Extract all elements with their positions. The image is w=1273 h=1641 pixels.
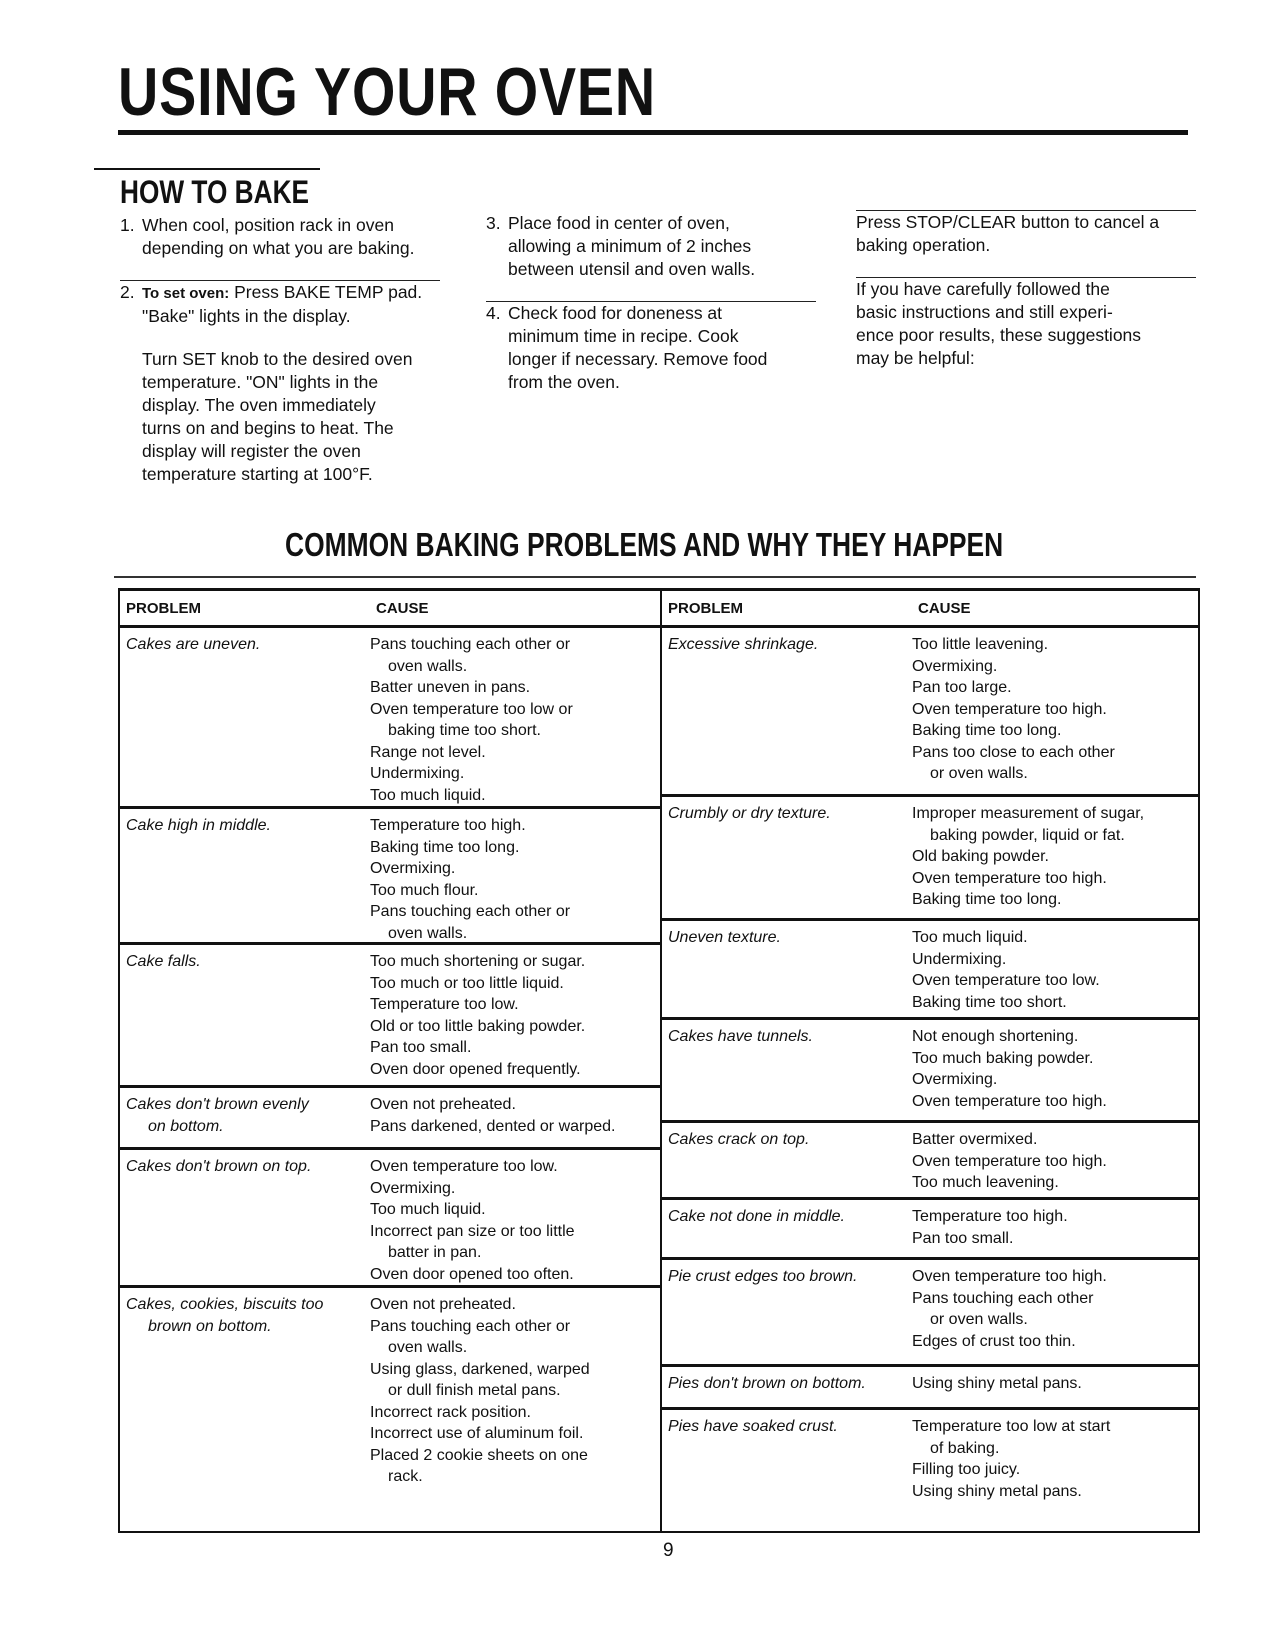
- suggestions-paragraph: [856, 277, 1196, 370]
- problem-text: Pies don't brown on bottom.: [668, 1375, 866, 1392]
- text-line: temperature. "ON" lights in the: [142, 372, 379, 392]
- cause-text: oven walls.: [388, 657, 468, 675]
- text-line: When cool, position rack in oven: [142, 215, 394, 235]
- problem-text: brown on bottom.: [148, 1317, 272, 1335]
- text-line: If you have carefully followed the: [856, 279, 1110, 299]
- cause-cell: [912, 1367, 1198, 1407]
- problem-cell: [120, 1288, 370, 1492]
- problem-cell: [662, 1410, 912, 1506]
- problem-cell: [662, 797, 912, 918]
- table-header: [662, 591, 1198, 628]
- table-row: [662, 1260, 1198, 1367]
- problem-cell: [120, 945, 370, 1085]
- problem-cell: [662, 628, 912, 794]
- problem-text: Cakes, cookies, biscuits too: [126, 1296, 324, 1313]
- problem-text: Pies have soaked crust.: [668, 1418, 838, 1435]
- text-line: longer if necessary. Remove food: [508, 349, 768, 369]
- page-title: USING YOUR OVEN: [118, 54, 656, 130]
- cause-text: or oven walls.: [930, 1311, 1028, 1328]
- step-4: [486, 301, 816, 394]
- cause-text: Improper measurement of sugar,: [912, 805, 1145, 822]
- problem-cell: [662, 1020, 912, 1120]
- cause-text: Pans touching each other or: [370, 1317, 571, 1335]
- cause-cell: [370, 628, 660, 806]
- text-line: minimum time in recipe. Cook: [508, 326, 739, 346]
- text-line: between utensil and oven walls.: [508, 259, 756, 279]
- cause-text: Pans touching each other: [912, 1289, 1094, 1307]
- cause-cell: [912, 628, 1198, 794]
- text-line: display. The oven immediately: [142, 395, 376, 415]
- cause-text: Pan too large.: [912, 679, 1012, 696]
- text-line: turns on and begins to heat. The: [142, 418, 394, 438]
- cause-text: oven walls.: [388, 924, 468, 942]
- problems-table-left: [118, 588, 662, 1533]
- cause-text: Incorrect rack position.: [370, 1403, 531, 1421]
- cause-text: Range not level.: [370, 743, 486, 761]
- cause-text: Old baking powder.: [912, 848, 1049, 865]
- cause-text: Pan too small.: [912, 1229, 1014, 1247]
- cause-text: Oven not preheated.: [370, 1296, 516, 1313]
- section-heading: HOW TO BAKE: [120, 174, 310, 210]
- cause-text: Too much liquid.: [370, 786, 486, 804]
- table-row: [120, 1088, 660, 1150]
- cause-text: Too little leavening.: [912, 636, 1049, 653]
- problem-cell: [662, 1260, 912, 1364]
- text-line: display will register the oven: [142, 441, 361, 461]
- cause-text: Temperature too high.: [912, 1208, 1068, 1225]
- instructions-column-2: [486, 212, 816, 394]
- problem-text: Excessive shrinkage.: [668, 636, 819, 653]
- cause-text: Not enough shortening.: [912, 1028, 1079, 1045]
- text-line: ence poor results, these suggestions: [856, 325, 1142, 345]
- cause-text: Filling too juicy.: [912, 1461, 1021, 1478]
- cause-text: Overmixing.: [370, 860, 456, 877]
- problem-text: Cakes don't brown on top.: [126, 1158, 312, 1175]
- cause-text: Pan too small.: [370, 1039, 472, 1056]
- table-title-rule: [114, 576, 1196, 578]
- cause-text: batter in pan.: [388, 1244, 482, 1261]
- cause-text: Using glass, darkened, warped: [370, 1360, 590, 1378]
- cause-cell: [370, 1088, 660, 1147]
- cause-cell: [912, 1020, 1198, 1120]
- cause-cell: [912, 1200, 1198, 1257]
- problem-cell: [662, 921, 912, 1017]
- cause-text: oven walls.: [388, 1339, 468, 1356]
- table-row: [662, 797, 1198, 921]
- text-line: depending on what you are baking.: [142, 238, 415, 258]
- title-underline: [118, 130, 1188, 135]
- cause-text: Oven temperature too high.: [912, 1092, 1107, 1110]
- header-cause: CAUSE: [918, 599, 971, 617]
- cause-cell: [912, 1260, 1198, 1364]
- table-row: [662, 1020, 1198, 1123]
- cause-text: Too much liquid.: [912, 929, 1028, 946]
- problem-text: Cakes have tunnels.: [668, 1028, 813, 1045]
- problem-text: Uneven texture.: [668, 929, 781, 946]
- cause-text: Temperature too low.: [370, 996, 519, 1013]
- cause-cell: [370, 809, 660, 942]
- table-title: COMMON BAKING PROBLEMS AND WHY THEY HAPPEN: [285, 526, 1004, 563]
- step-number: 1.: [120, 215, 135, 235]
- section-rule: [94, 168, 320, 170]
- header-cause: CAUSE: [376, 599, 429, 617]
- cause-text: Edges of crust too thin.: [912, 1332, 1076, 1350]
- cause-text: baking time too short.: [388, 722, 541, 739]
- table-row: [662, 628, 1198, 797]
- table-row: [120, 945, 660, 1088]
- cause-text: Pans touching each other or: [370, 636, 571, 653]
- problem-cell: [120, 809, 370, 942]
- cause-cell: [370, 1150, 660, 1285]
- bold-label: To set oven:: [142, 285, 230, 302]
- cause-text: Oven temperature too low or: [370, 700, 573, 718]
- table-header: [120, 591, 660, 628]
- problem-cell: [662, 1123, 912, 1197]
- text-line: basic instructions and still experi-: [856, 302, 1113, 322]
- problem-text: Cake not done in middle.: [668, 1208, 845, 1225]
- cause-text: Overmixing.: [912, 1071, 998, 1088]
- cause-text: Using shiny metal pans.: [912, 1482, 1082, 1500]
- cause-text: Old or too little baking powder.: [370, 1017, 586, 1035]
- problems-table-right: [660, 588, 1200, 1533]
- page-number: 9: [663, 1540, 674, 1561]
- table-row: [120, 809, 660, 945]
- cause-text: Oven temperature too high.: [912, 700, 1107, 718]
- cause-text: Batter uneven in pans.: [370, 679, 531, 696]
- text-line: Turn SET knob to the desired oven: [142, 349, 413, 369]
- header-problem: PROBLEM: [126, 599, 201, 617]
- table-row: [120, 1150, 660, 1288]
- cause-text: Using shiny metal pans.: [912, 1375, 1082, 1392]
- text-line: Press BAKE TEMP pad.: [229, 282, 423, 302]
- problem-text: on bottom.: [148, 1117, 224, 1135]
- problem-text: Cakes crack on top.: [668, 1131, 810, 1148]
- cause-text: Placed 2 cookie sheets on one: [370, 1446, 588, 1464]
- cause-text: Temperature too high.: [370, 817, 526, 834]
- cause-text: Oven not preheated.: [370, 1096, 516, 1113]
- cause-text: Incorrect pan size or too little: [370, 1222, 575, 1240]
- cause-text: Overmixing.: [912, 657, 998, 675]
- cause-text: Too much or too little liquid.: [370, 974, 564, 992]
- table-row: [120, 628, 660, 809]
- text-line: temperature starting at 100°F.: [142, 464, 373, 484]
- text-line: may be helpful:: [856, 348, 975, 368]
- step-number: 3.: [486, 213, 501, 233]
- problem-cell: [120, 628, 370, 806]
- cause-text: Pans darkened, dented or warped.: [370, 1117, 616, 1135]
- cause-text: or oven walls.: [930, 765, 1028, 782]
- text-line: Check food for doneness at: [508, 303, 723, 323]
- cause-cell: [370, 945, 660, 1085]
- cause-cell: [370, 1288, 660, 1492]
- cause-text: Undermixing.: [370, 765, 465, 782]
- table-row: [662, 921, 1198, 1020]
- cause-text: Temperature too low at start: [912, 1418, 1111, 1435]
- problem-text: Cakes don't brown evenly: [126, 1096, 309, 1113]
- problem-text: Cakes are uneven.: [126, 636, 261, 653]
- step-2: [120, 280, 440, 328]
- text-line: "Bake" lights in the display.: [142, 306, 351, 326]
- cause-text: or dull finish metal pans.: [388, 1382, 561, 1399]
- problem-cell: [120, 1150, 370, 1285]
- problem-text: Pie crust edges too brown.: [668, 1268, 858, 1285]
- instructions-column-3: [856, 210, 1196, 370]
- cause-text: Too much shortening or sugar.: [370, 953, 586, 970]
- cause-text: Too much flour.: [370, 881, 479, 899]
- cause-text: Oven door opened too often.: [370, 1265, 574, 1283]
- cause-cell: [912, 797, 1198, 918]
- cause-text: Pans too close to each other: [912, 743, 1115, 761]
- cause-cell: [912, 1123, 1198, 1197]
- problem-text: Crumbly or dry texture.: [668, 805, 831, 822]
- cause-text: Baking time too long.: [370, 838, 520, 856]
- table-row: [662, 1410, 1198, 1506]
- problem-text: Cake falls.: [126, 953, 201, 970]
- cause-text: Overmixing.: [370, 1179, 456, 1197]
- table-row: [662, 1123, 1198, 1200]
- cause-text: Oven temperature too low.: [370, 1158, 558, 1175]
- cause-text: Too much liquid.: [370, 1201, 486, 1218]
- cause-text: Too much leavening.: [912, 1174, 1059, 1191]
- cause-text: baking powder, liquid or fat.: [930, 826, 1125, 844]
- step-3: [486, 212, 816, 281]
- cause-text: Baking time too long.: [912, 891, 1062, 908]
- cause-text: Oven temperature too high.: [912, 1268, 1107, 1285]
- cause-cell: [912, 1410, 1198, 1506]
- table-row: [120, 1288, 660, 1492]
- text-line: Place food in center of oven,: [508, 213, 730, 233]
- problem-cell: [662, 1200, 912, 1257]
- text-line: baking operation.: [856, 235, 991, 255]
- cause-text: rack.: [388, 1468, 423, 1485]
- table-row: [662, 1200, 1198, 1260]
- table-row: [662, 1367, 1198, 1410]
- cause-text: Too much baking powder.: [912, 1049, 1094, 1067]
- header-problem: PROBLEM: [668, 599, 743, 617]
- cause-text: Baking time too short.: [912, 993, 1067, 1011]
- problem-cell: [662, 1367, 912, 1407]
- step-number: 4.: [486, 303, 501, 323]
- cause-cell: [912, 921, 1198, 1017]
- cause-text: Batter overmixed.: [912, 1131, 1038, 1148]
- problem-cell: [120, 1088, 370, 1147]
- cause-text: Oven temperature too high.: [912, 1152, 1107, 1170]
- text-line: allowing a minimum of 2 inches: [508, 236, 752, 256]
- text-line: from the oven.: [508, 372, 620, 392]
- stop-clear-paragraph: [856, 210, 1196, 257]
- instructions-column-1: [120, 214, 440, 486]
- text-line: Press STOP/CLEAR button to cancel a: [856, 212, 1160, 232]
- step-1: [120, 214, 440, 260]
- problem-text: Cake high in middle.: [126, 817, 271, 834]
- oven-instructions-paragraph: [120, 348, 440, 486]
- cause-text: Pans touching each other or: [370, 903, 571, 920]
- cause-text: Undermixing.: [912, 950, 1007, 968]
- cause-text: Oven door opened frequently.: [370, 1060, 581, 1078]
- cause-text: Incorrect use of aluminum foil.: [370, 1425, 584, 1442]
- cause-text: Baking time too long.: [912, 722, 1062, 739]
- cause-text: of baking.: [930, 1439, 1000, 1457]
- step-number: 2.: [120, 282, 135, 302]
- cause-text: Oven temperature too high.: [912, 869, 1107, 887]
- cause-text: Oven temperature too low.: [912, 972, 1100, 989]
